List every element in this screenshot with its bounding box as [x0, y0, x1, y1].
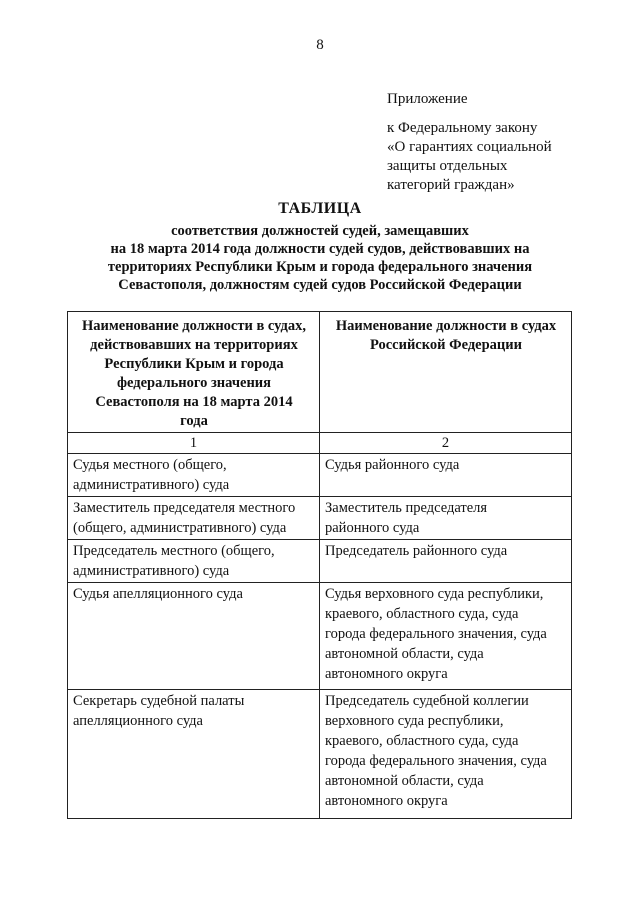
appendix-line: «О гарантиях социальной: [387, 139, 552, 155]
appendix-block: [387, 90, 617, 195]
header-line: года: [180, 413, 208, 429]
column-number-row: [68, 433, 572, 454]
cell-line: Судья верховного суда республики,: [325, 586, 544, 602]
appendix-line: защиты отдельных: [387, 158, 508, 174]
column-number: 2: [320, 433, 572, 454]
subtitle-line: территориях Республики Крым и города федерального значения: [107, 259, 533, 275]
table-row: [68, 454, 572, 497]
cell-line: Председатель местного (общего,: [73, 543, 275, 559]
cell-line: автономного округа: [325, 793, 448, 809]
table-cell: [320, 583, 572, 690]
header-line: Наименование должности в судах,: [82, 318, 306, 334]
header-line: Республики Крым и города: [104, 356, 284, 372]
table-row: [68, 497, 572, 540]
subtitle-line: соответствия должностей судей, замещавших: [171, 223, 469, 239]
table-row: [68, 583, 572, 690]
table-cell: [320, 497, 572, 540]
cell-line: краевого, областного суда, суда: [325, 733, 519, 749]
appendix-title: Приложение: [387, 91, 468, 107]
cell-line: города федерального значения, суда: [325, 626, 547, 642]
header-crimea-positions: [68, 312, 320, 433]
cell-line: автономной области, суда: [325, 773, 484, 789]
table-cell: [68, 690, 320, 819]
table-row: [68, 690, 572, 819]
cell-line: автономного округа: [325, 666, 448, 682]
cell-line: административного) суда: [73, 477, 230, 493]
header-line: федерального значения: [116, 375, 271, 391]
header-line: Российской Федерации: [369, 337, 522, 353]
subtitle-line: Севастополя, должностям судей судов Российской Федерации: [118, 277, 522, 293]
cell-line: Судья районного суда: [325, 457, 460, 473]
table-cell: [68, 454, 320, 497]
cell-line: районного суда: [325, 520, 420, 536]
document-subtitle: [60, 222, 580, 294]
table-cell: [320, 454, 572, 497]
table-cell: [320, 690, 572, 819]
header-line: Наименование должности в судах: [335, 318, 557, 334]
cell-line: верховного суда республики,: [325, 713, 504, 729]
cell-line: апелляционного суда: [73, 713, 203, 729]
cell-line: административного) суда: [73, 563, 230, 579]
cell-line: автономной области, суда: [325, 646, 484, 662]
appendix-line: категорий граждан»: [387, 177, 515, 193]
table-cell: [68, 583, 320, 690]
table-row: [68, 540, 572, 583]
header-russia-positions: [320, 312, 572, 433]
cell-line: Заместитель председателя местного: [73, 500, 296, 516]
table-cell: [68, 540, 320, 583]
column-number: 1: [68, 433, 320, 454]
subtitle-line: на 18 марта 2014 года должности судей судов, действовавших на: [110, 241, 530, 257]
cell-line: краевого, областного суда, суда: [325, 606, 519, 622]
cell-line: Председатель районного суда: [325, 543, 508, 559]
appendix-line: к Федеральному закону: [387, 120, 538, 136]
header-line: Севастополя на 18 марта 2014: [95, 394, 293, 410]
table-cell: [320, 540, 572, 583]
cell-line: Секретарь судебной палаты: [73, 693, 245, 709]
cell-line: Председатель судебной коллегии: [325, 693, 529, 709]
cell-line: Заместитель председателя: [325, 500, 488, 516]
cell-line: города федерального значения, суда: [325, 753, 547, 769]
cell-line: (общего, административного) суда: [73, 520, 287, 536]
document-title: ТАБЛИЦА: [278, 200, 362, 217]
page-number: 8: [316, 37, 324, 53]
table-header-row: [68, 312, 572, 433]
cell-line: Судья местного (общего,: [73, 457, 227, 473]
correspondence-table: [67, 311, 572, 819]
table-cell: [68, 497, 320, 540]
header-line: действовавших на территориях: [90, 337, 298, 353]
cell-line: Судья апелляционного суда: [73, 586, 243, 602]
